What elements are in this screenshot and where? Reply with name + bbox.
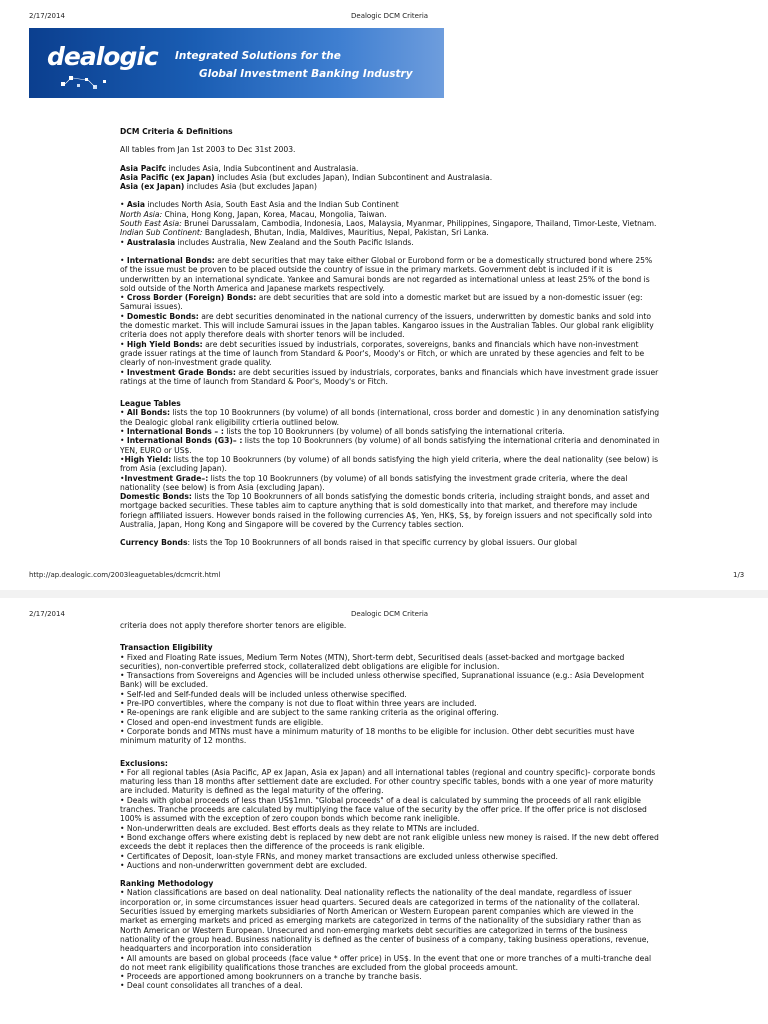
intro-text: All tables from Jan 1st 2003 to Dec 31st 2003. bbox=[120, 145, 296, 155]
region-def: Asia Pacifc includes Asia, India Subcontinent and Australasia. bbox=[120, 163, 359, 173]
exclusion-item: • Non-underwritten deals are excluded. Best efforts deals as they relate to MTNs are included. bbox=[120, 823, 480, 833]
transaction-item: • Pre-IPO convertibles, where the company is not due to float within three years are included. bbox=[120, 699, 477, 709]
transaction-item: • Closed and open-end investment funds are eligible. bbox=[120, 717, 324, 727]
transaction-heading: Transaction Eligibility bbox=[120, 643, 213, 653]
banner-tagline-2: Global Investment Banking Industry bbox=[199, 68, 413, 80]
continuation-text: criteria does not apply therefore shorter tenors are eligible. bbox=[120, 621, 347, 630]
transaction-item: • Corporate bonds and MTNs must have a minimum maturity of 18 months to be eligible for inclusion. Other debt securities must have minimum maturity of 12 months. bbox=[120, 726, 635, 746]
league-item: • International Bonds – : lists the top 10 Bookrunners (by volume) of all bonds satisfying the international criteria. bbox=[120, 427, 565, 437]
ranking-item: • Proceeds are apportioned among bookrunners on a tranche by tranche basis. bbox=[120, 972, 422, 982]
bond-def: • International Bonds: are debt securities that may take either Global or Eurobond form or be a domestically structured bond where 25% of the issue must be proven to be placed outside the country of issue in the primary markets. Government debt is included if it is underwritten by an international syndicate. Yankee and Samurai bonds are not regarded as international unless at least 25% of the bond is sold outside of the North America and Japanese markets respectively. bbox=[120, 255, 653, 293]
ranking-item: • Nation classifications are based on deal nationality. Deal nationality reflects the nationality of the deal mandate, regardless of issuer incorporation or, in some circumstances issuer head quarters. Secured deals are categorized in terms of the nationality of the collateral. Securities issued by emerging markets subsidiaries of North American or Western European parent companies which are viewed in the market as emerging markets and priced as emerging markets are categorized in terms of the nationality of the subsidiary rather than as North American or Western European. Unsecured and non-emerging markets debt securities are categorized in terms of the business nationality of the group head. Business nationality is defined as the center of business of a company, taking business operations, revenue, headquarters and incorporation into consideration bbox=[120, 888, 649, 954]
header-title: Dealogic DCM Criteria bbox=[351, 12, 429, 20]
currency-bonds-def: Currency Bonds: lists the Top 10 Bookrunners of all bonds raised in that specific currency by global issuers. Our global bbox=[120, 538, 578, 548]
league-item: •Investment Grade–: lists the top 10 Bookrunners (by volume) of all bonds satisfying the investment grade criteria, where the deal nationality (see below) is from Asia (excluding Japan). bbox=[120, 473, 628, 492]
dealogic-logo: dealogic bbox=[47, 42, 158, 71]
doc-title: DCM Criteria & Definitions bbox=[120, 127, 233, 136]
bond-def: • Investment Grade Bonds: are debt securities issued by industrials, corporates, banks and financials which have investment grade issuer ratings at the time of launch from Standard & Poor's, Moody's or Fitch. bbox=[120, 367, 659, 386]
indian-sub-def: Indian Sub Continent: Bangladesh, Bhutan, India, Maldives, Mauritius, Nepal, Pakistan, Sri Lanka. bbox=[120, 228, 489, 238]
transaction-item: • Self-led and Self-funded deals will be included unless otherwise specified. bbox=[120, 689, 407, 699]
page1-content bbox=[120, 127, 660, 548]
south-east-asia-def: South East Asia: Brunei Darussalam, Cambodia, Indonesia, Laos, Malaysia, Myanmar, Philippines, Singapore, Thailand, Timor-Leste, Vietnam. bbox=[120, 219, 657, 229]
league-item: • All Bonds: lists the top 10 Bookrunners (by volume) of all bonds (international, cross border and domestic ) in any denomination satisfying the Dealogic global rank eligibility crtieria outlined below. bbox=[120, 408, 660, 427]
banner-tagline-1: Integrated Solutions for the bbox=[175, 50, 341, 62]
exclusion-item: • Bond exchange offers where existing debt is replaced by new debt are not rank eligible unless new money is raised. If the new debt offered exceeds the debt it replaces then the difference of the proceeds is rank eligible. bbox=[120, 832, 659, 852]
league-item: Domestic Bonds: lists the Top 10 Bookrunners of all bonds satisfying the domestic bonds criteria, including straight bonds, and asset and mortgage backed securities. These tables aim to capture anything that is sold domestically into that market, and therefore may include foriegn affiliated issuers. However bonds raised in the following currencies A$, Yen, HK$, S$, by foreign issuers and not specifically sold into Australia, Japan, Hong Kong and Singapore will be covered by the Currency tables section. bbox=[120, 492, 653, 529]
region-def: Asia (ex Japan) includes Asia (but excludes Japan) bbox=[120, 182, 317, 192]
transaction-item: • Re-openings are rank eligible and are subject to the same ranking criteria as the original offering. bbox=[120, 708, 499, 718]
header-title: Dealogic DCM Criteria bbox=[351, 610, 429, 618]
header-date: 2/17/2014 bbox=[29, 12, 65, 20]
ranking-item: • Deal count consolidates all tranches of a deal. bbox=[120, 981, 303, 991]
footer-page-number: 1/3 bbox=[733, 571, 745, 579]
australasia-def: • Australasia includes Australia, New Zealand and the South Pacific Islands. bbox=[120, 237, 414, 247]
transaction-item: • Fixed and Floating Rate issues, Medium Term Notes (MTN), Short-term debt, Securitised deals (asset-backed and mortgage backed securities), non-convertible preferred stock, collateralized debt obligations are eligible for inclusion. bbox=[120, 652, 625, 671]
exclusion-item: • For all regional tables (Asia Pacific, AP ex Japan, Asia ex Japan) and all international tables (regional and country specific)- corporate bonds maturing less than 18 months after settlement date are excluded. For other country specific tables, bonds with a one year of more maturity are included. Maturity is defined as the legal maturity of the offering. bbox=[120, 767, 656, 796]
league-item: •High Yield: lists the top 10 Bookrunners (by volume) of all bonds satisfying the high yield criteria, where the deal nationality (see below) is from Asia (excluding Japan). bbox=[120, 454, 659, 474]
page-2 bbox=[0, 598, 768, 1024]
asia-def: • Asia includes North Asia, South East Asia and the Indian Sub Continent bbox=[120, 200, 399, 210]
header-date: 2/17/2014 bbox=[29, 610, 65, 618]
exclusion-item: • Certificates of Deposit, loan-style FRNs, and money market transactions are excluded unless otherwise specified. bbox=[120, 851, 558, 861]
exclusion-item: • Auctions and non-underwritten government debt are excluded. bbox=[120, 860, 368, 870]
dealogic-banner bbox=[29, 28, 444, 98]
league-item: • International Bonds (G3)– : lists the top 10 Bookrunners (by volume) of all bonds satisfying the international criteria and denominated in YEN, EURO or US$. bbox=[120, 436, 660, 455]
ranking-item: • All amounts are based on global proceeds (face value * offer price) in US$. In the event that one or more tranches of a multi-tranche deal do not meet rank eligibility qualifications those tranches are excluded from the global proceeds amount. bbox=[120, 953, 652, 972]
ranking-heading: Ranking Methodology bbox=[120, 879, 214, 889]
region-def: Asia Pacific (ex Japan) includes Asia (but excludes Japan), Indian Subcontinent and Australasia. bbox=[120, 172, 493, 182]
page2-content bbox=[120, 621, 660, 991]
transaction-item: • Transactions from Sovereigns and Agencies will be included unless otherwise specified, Supranational issuance (e.g.: Asia Development Bank) will be excluded. bbox=[120, 671, 645, 690]
exclusion-item: • Deals with global proceeds of less than US$1mn. "Global proceeds" of a deal is calculated by summing the proceeds of all rank eligible tranches. Tranche proceeds are calculated by multiplying the face value of the security by the offer price. If the offer price is not disclosed 100% is assumed with the exception of zero coupon bonds which become rank ineligible. bbox=[120, 795, 647, 824]
footer-url: http://ap.dealogic.com/2003leaguetables/dcmcrit.html bbox=[29, 571, 221, 579]
exclusions-heading: Exclusions: bbox=[120, 758, 168, 768]
logo-dots-graphic bbox=[59, 72, 119, 92]
north-asia-def: North Asia: China, Hong Kong, Japan, Korea, Macau, Mongolia, Taiwan. bbox=[120, 209, 387, 219]
bond-def: • Cross Border (Foreign) Bonds: are debt securities that are sold into a domestic market but are issued by a non-domestic issuer (eg: Samurai issues). bbox=[120, 293, 643, 312]
league-heading: League Tables bbox=[120, 399, 181, 409]
bond-def: • Domestic Bonds: are debt securities denominated in the national currency of the issuers, underwritten by domestic banks and sold into the domestic market. This will include Samurai issues in the Japan tables. Kangaroo issues in the Australian Tables. Our global rank eligiblity criteria does not apply therefore deals with shorter tenors will be included. bbox=[120, 311, 654, 340]
bond-def: • High Yield Bonds: are debt securities issued by industrials, corporates, sovereigns, banks and financials which have non-investment grade issuer ratings at the time of launch from Standard & Poor's, Moody's or Fitch, or which are unrated by these agencies and felt to be clearly of non-investment grade quality. bbox=[120, 339, 645, 368]
